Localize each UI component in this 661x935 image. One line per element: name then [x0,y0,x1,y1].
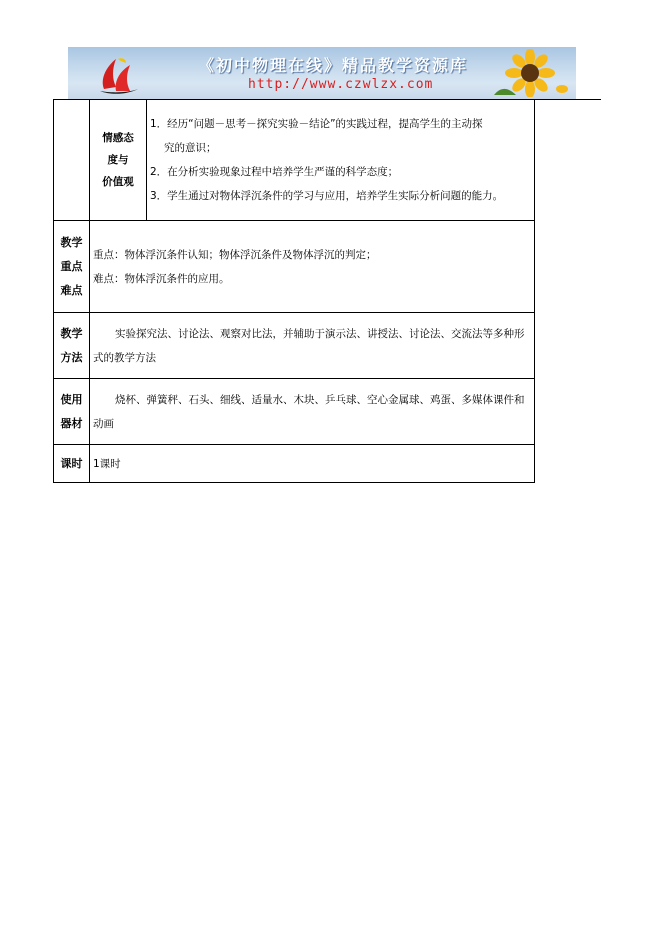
methods-content: 实验探究法、讨论法、观察对比法，并辅助于演示法、讲授法、讨论法、交流法等多种形式的教学方法 [90,313,535,379]
focus-text: 重点：物体浮沉条件认知；物体浮沉条件及物体浮沉的判定； [93,248,377,261]
header-rule [535,99,601,100]
table-row [54,313,535,379]
key-points-label: 教学 重点 难点 [54,221,90,313]
banner-title: 《初中物理在线》精品教学资源库 [198,56,469,75]
duration-content: 1课时 [90,445,535,483]
lesson-plan-table [53,99,535,483]
table-row [54,100,535,221]
equipment-content: 烧杯、弹簧秤、石头、细线、适量水、木块、乒乓球、空心金属球、鸡蛋、多媒体课件和动画 [90,379,535,445]
table-row [54,221,535,313]
difficulty-text: 难点：物体浮沉条件的应用。 [93,272,230,285]
attitude-content [147,100,535,221]
empty-label-cell [54,100,90,221]
logo-icon [96,53,140,95]
methods-label: 教学 方法 [54,313,90,379]
table-row [54,445,535,483]
list-item: 3．学生通过对物体浮沉条件的学习与应用，培养学生实际分析问题的能力。 [150,190,504,202]
list-item: 1．经历“问题－思考－探究实验－结论”的实践过程，提高学生的主动探 [150,118,483,130]
equipment-label: 使用 器材 [54,379,90,445]
banner-url: http://www.czwlzx.com [248,77,434,92]
header-banner [68,47,576,99]
attitude-label: 情感态 度与 价值观 [90,100,147,221]
list-item: 究的意识； [164,142,217,154]
sunflower-icon [492,49,568,97]
duration-label: 课时 [54,445,90,483]
key-points-content [90,221,535,313]
table-row [54,379,535,445]
list-item: 2．在分析实验现象过程中培养学生严谨的科学态度； [150,166,399,178]
